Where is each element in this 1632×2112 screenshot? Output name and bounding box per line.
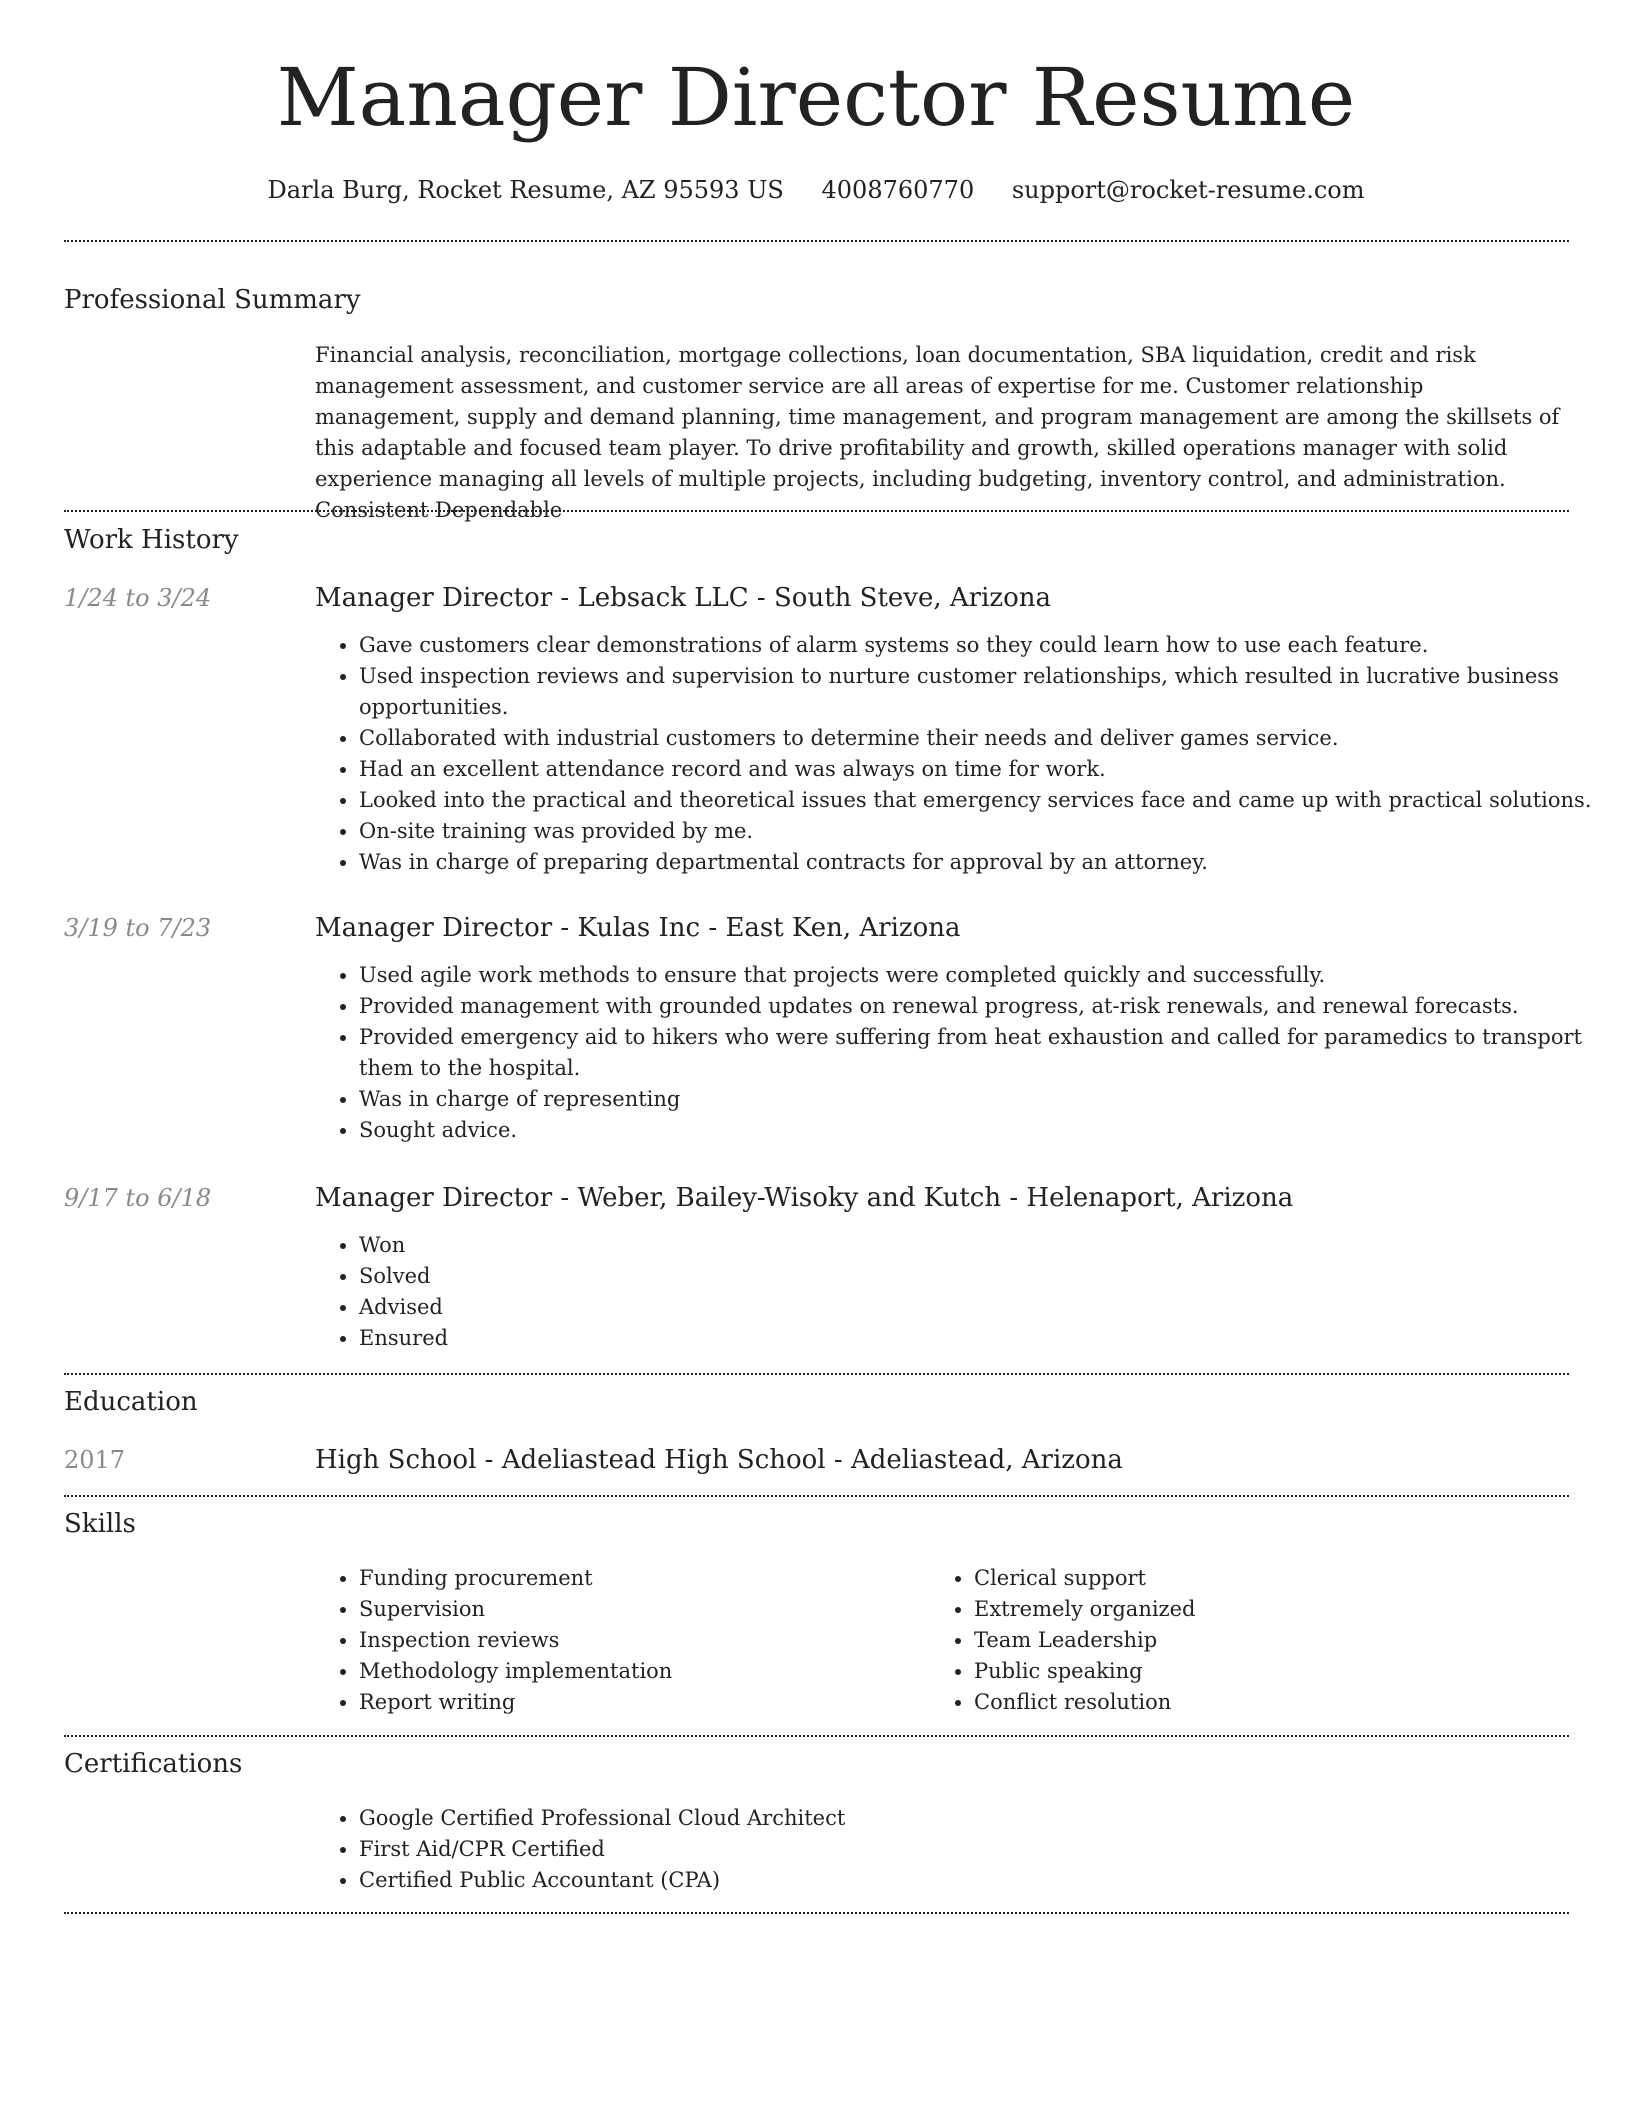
education-entry: High School - Adeliastead High School - Adeliastead, Arizona: [315, 1445, 1123, 1475]
job-bullet: • Provided management with grounded updates on renewal progress, at-risk renewals, and renewal forecasts.: [359, 991, 1599, 1022]
job-company: Kulas Inc: [577, 913, 701, 943]
skills-list-left: [315, 1563, 919, 1718]
job-bullet: • On-site training was provided by me.: [359, 816, 1599, 847]
job-bullet: • Advised: [359, 1292, 1599, 1323]
skill-item: • Methodology implementation: [359, 1656, 919, 1687]
job-title: Manager Director - Weber, Bailey-Wisoky and Kutch - Helenaport, Arizona: [315, 1183, 1294, 1213]
job-dates: 3/19 to 7/23: [64, 914, 212, 942]
summary-text: Financial analysis, reconciliation, mortgage collections, loan documentation, SBA liquidation, credit and risk management assessment, and customer service are all areas of expertise for me. Customer relationship management, supply and demand planning, time management, and program management are among the skillsets of this adaptable and focused team player. To drive profitability and growth, skilled operations manager with solid experience managing all levels of multiple projects, including budgeting, inventory control, and administration. Consistent Dependable: [315, 343, 1560, 522]
section-divider: [64, 1735, 1569, 1737]
skill-item: • Clerical support: [974, 1563, 1534, 1594]
job-bullet: • Collaborated with industrial customers to determine their needs and deliver games service.: [359, 723, 1599, 754]
education-school: Adeliastead High School: [501, 1445, 826, 1475]
section-divider: [64, 510, 1569, 512]
contact-email: support@rocket-resume.com: [1011, 176, 1365, 204]
job-bullet: • Used inspection reviews and supervision to nurture customer relationships, which resulted in lucrative business opportunities.: [359, 661, 1599, 723]
skill-item: • Public speaking: [974, 1656, 1534, 1687]
resume-title: Manager Director Resume: [276, 51, 1356, 144]
skill-item: • Extremely organized: [974, 1594, 1534, 1625]
education-degree: High School: [315, 1445, 477, 1475]
work-history-heading: Work History: [64, 525, 239, 555]
job-role: Manager Director: [315, 583, 553, 613]
education-heading: Education: [64, 1387, 198, 1417]
skill-item: • Team Leadership: [974, 1625, 1534, 1656]
job-title: Manager Director - Lebsack LLC - South Steve, Arizona: [315, 583, 1052, 613]
job-bullet: • Solved: [359, 1261, 1599, 1292]
job-location: East Ken, Arizona: [725, 913, 961, 943]
job-bullet: • Provided emergency aid to hikers who were suffering from heat exhaustion and called for paramedics to transport them to the hospital.: [359, 1022, 1599, 1084]
job-location: Helenaport, Arizona: [1026, 1183, 1294, 1213]
skill-item: • Supervision: [359, 1594, 919, 1625]
section-divider: [64, 240, 1569, 242]
job-company: Lebsack LLC: [577, 583, 749, 613]
education-location: Adeliastead, Arizona: [850, 1445, 1123, 1475]
certifications-list: [315, 1803, 1599, 1896]
job-bullet: • Was in charge of representing: [359, 1084, 1599, 1115]
job-location: South Steve, Arizona: [773, 583, 1052, 613]
job-bullet: • Looked into the practical and theoretical issues that emergency services face and came up with practical solutions.: [359, 785, 1599, 816]
skills-heading: Skills: [64, 1509, 136, 1539]
contact-line: [0, 170, 1632, 210]
contact-phone: 4008760770: [821, 176, 975, 204]
skill-item: • Report writing: [359, 1687, 919, 1718]
skill-item: • Funding procurement: [359, 1563, 919, 1594]
job-bullet: • Sought advice.: [359, 1115, 1599, 1146]
job-company: Weber, Bailey-Wisoky and Kutch: [577, 1183, 1002, 1213]
summary-heading: Professional Summary: [64, 285, 361, 315]
certification-item: • Google Certified Professional Cloud Architect: [359, 1803, 1599, 1834]
skill-item: • Conflict resolution: [974, 1687, 1534, 1718]
job-bullet: • Ensured: [359, 1323, 1599, 1354]
job-role: Manager Director: [315, 1183, 553, 1213]
job-dates: 9/17 to 6/18: [64, 1184, 212, 1212]
job-bullets: [315, 960, 1599, 1146]
section-divider: [64, 1912, 1569, 1914]
job-title: Manager Director - Kulas Inc - East Ken, Arizona: [315, 913, 961, 943]
job-bullets: [315, 630, 1599, 878]
section-divider: [64, 1495, 1569, 1497]
certifications-heading: Certifications: [64, 1749, 243, 1779]
skill-item: • Inspection reviews: [359, 1625, 919, 1656]
contact-address: Darla Burg, Rocket Resume, AZ 95593 US: [267, 176, 784, 204]
job-bullets: [315, 1230, 1599, 1354]
job-bullet: • Was in charge of preparing departmental contracts for approval by an attorney.: [359, 847, 1599, 878]
section-divider: [64, 1373, 1569, 1375]
job-bullet: • Used agile work methods to ensure that projects were completed quickly and successfully.: [359, 960, 1599, 991]
job-role: Manager Director: [315, 913, 553, 943]
education-year: 2017: [64, 1446, 126, 1474]
job-dates: 1/24 to 3/24: [64, 584, 212, 612]
skills-list-right: [930, 1563, 1534, 1718]
certification-item: • First Aid/CPR Certified: [359, 1834, 1599, 1865]
job-bullet: • Had an excellent attendance record and was always on time for work.: [359, 754, 1599, 785]
job-bullet: • Won: [359, 1230, 1599, 1261]
job-bullet: • Gave customers clear demonstrations of alarm systems so they could learn how to use each feature.: [359, 630, 1599, 661]
certification-item: • Certified Public Accountant (CPA): [359, 1865, 1599, 1896]
